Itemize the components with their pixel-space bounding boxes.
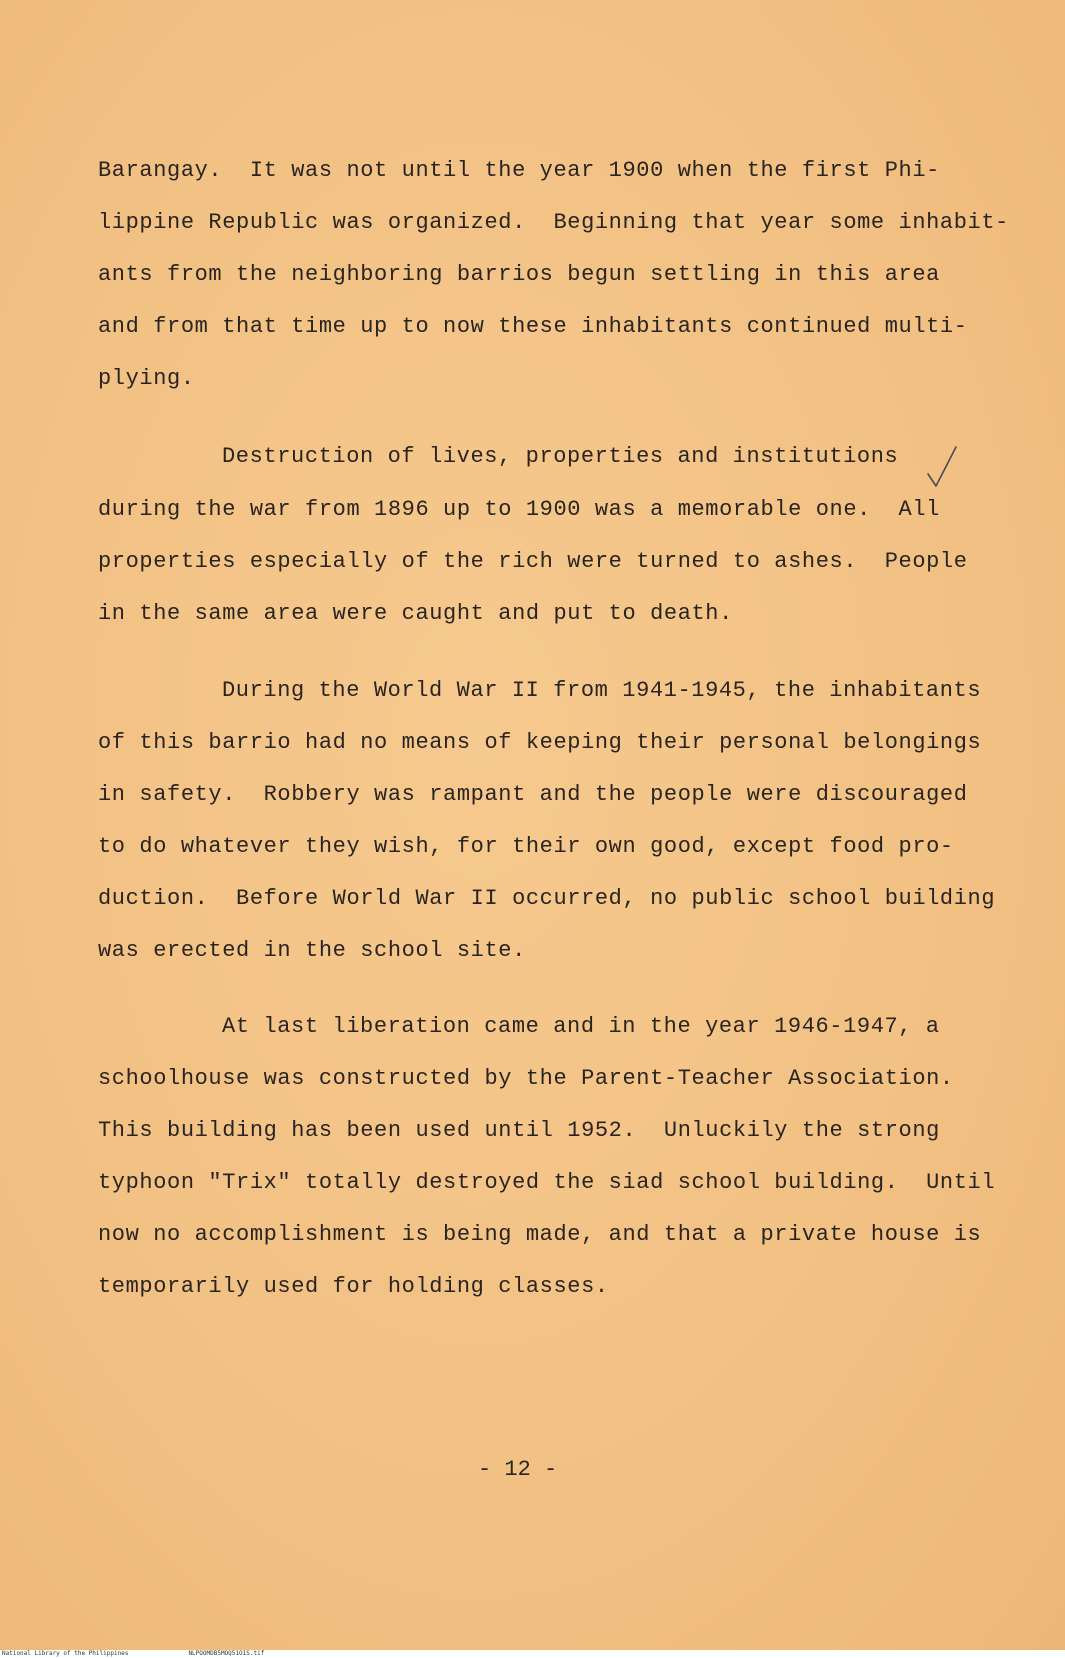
text-line: This building has been used until 1952. Unluckily the strong [98,1118,940,1143]
text-line: duction. Before World War II occurred, no public school building [98,886,996,911]
footer-file-id: NLPOOMDB5MOQ51O1S.tif [188,1650,265,1657]
text-line: lippine Republic was organized. Beginning that year some inhabit- [98,210,1009,235]
text-line: temporarily used for holding classes. [98,1274,609,1299]
text-line: typhoon "Trix" totally destroyed the siad school building. Until [98,1170,996,1195]
text-line: ants from the neighboring barrios begun settling in this area [98,262,940,287]
text-line: was erected in the school site. [98,938,526,963]
text-line: plying. [98,366,195,391]
text-line: schoolhouse was constructed by the Parent-Teacher Association. [98,1066,954,1091]
text-line: Barangay. It was not until the year 1900 when the first Phi- [98,158,940,183]
text-line: now no accomplishment is being made, and that a private house is [98,1222,982,1247]
text-line: in safety. Robbery was rampant and the people were discouraged [98,782,968,807]
text-line: in the same area were caught and put to death. [98,601,733,626]
text-line: and from that time up to now these inhabitants continued multi- [98,314,968,339]
text-line: properties especially of the rich were turned to ashes. People [98,549,968,574]
scan-footer [0,1650,1065,1658]
footer-library: National Library of the Philippines [2,1650,129,1657]
text-line: to do whatever they wish, for their own good, except food pro- [98,834,954,859]
text-line: Destruction of lives, properties and institutions [222,444,899,469]
text-line: of this barrio had no means of keeping their personal belongings [98,730,982,755]
text-line: During the World War II from 1941-1945, the inhabitants [222,678,982,703]
page-number: - 12 - [478,1457,558,1482]
text-line: At last liberation came and in the year 1946-1947, a [222,1014,940,1039]
text-line: during the war from 1896 up to 1900 was a memorable one. All [98,497,940,522]
checkmark-icon [925,444,959,496]
